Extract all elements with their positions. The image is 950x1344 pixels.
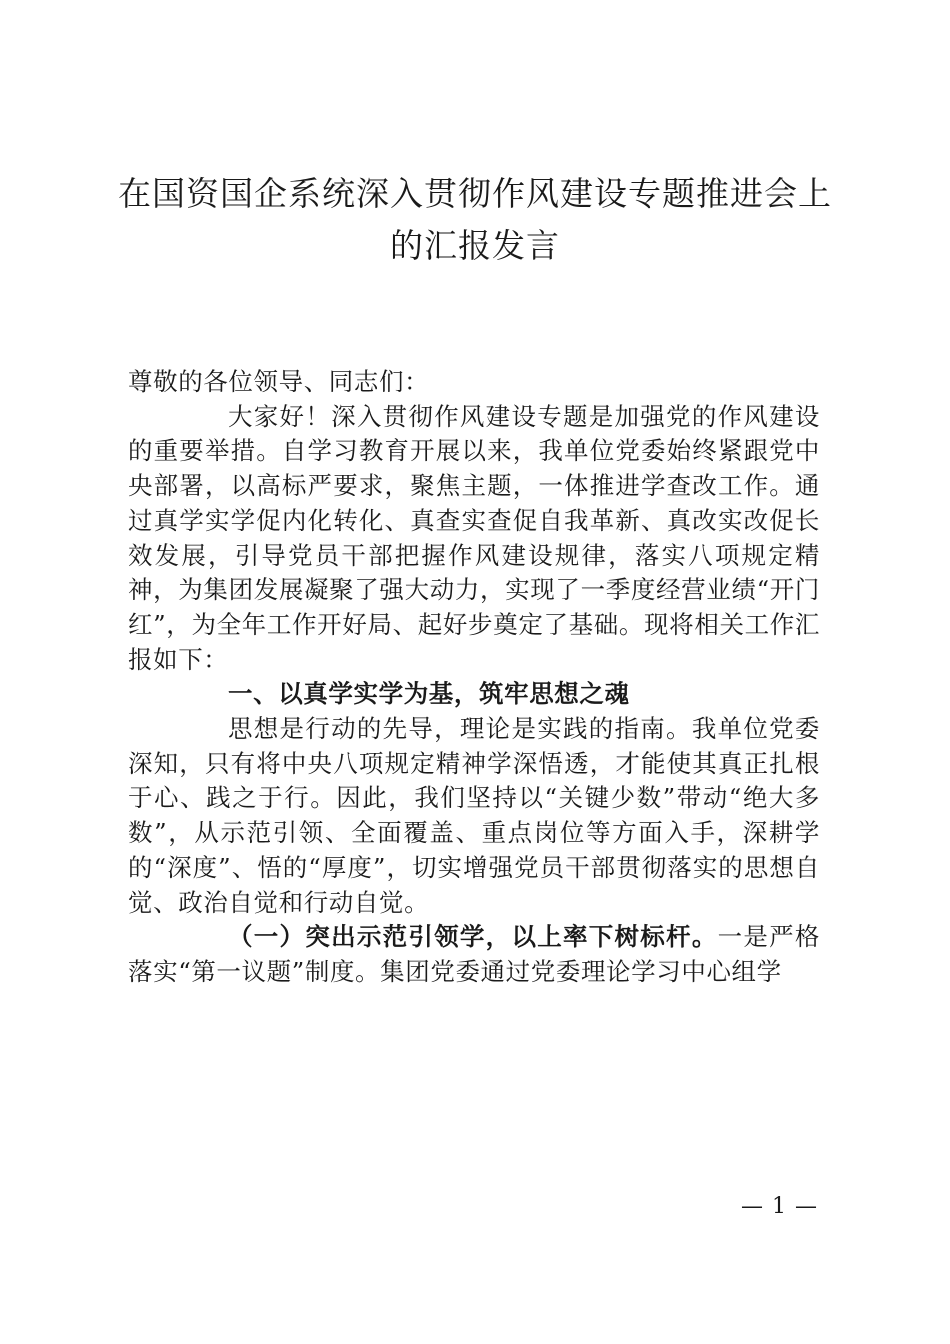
page-number: — 1 — xyxy=(741,1194,818,1219)
salutation: 尊敬的各位领导、同志们： xyxy=(128,367,430,396)
subsection-heading-1: （一）突出示范引领学，以上率下树标杆。 xyxy=(228,922,718,952)
document-title: 在国资国企系统深入贯彻作风建设专题推进会上的汇报发言 xyxy=(118,174,832,265)
subsection-1-text: 一是严格落实“第一议题”制度。集团党委通过党委理论学习中心组学 xyxy=(128,922,820,986)
section-heading-1: 一、以真学实学为基，筑牢思想之魂 xyxy=(228,679,630,709)
intro-paragraph: 大家好！深入贯彻作风建设专题是加强党的作风建设的重要举措。自学习教育开展以来，我单位党委始终紧跟党中央部署，以高标严要求，聚焦主题，一体推进学查改工作。通过真学实学促内化转化、真查实查促自我革新、真改实改促长效发展，引导党员干部把握作风建设规律，落实八项规定精神，为集团发展凝聚了强大动力，实现了一季度经营业绩“开门红”，为全年工作开好局、起好步奠定了基础。现将相关工作汇报如下： xyxy=(128,401,820,674)
section-1-paragraph: 思想是行动的先导，理论是实践的指南。我单位党委深知，只有将中央八项规定精神学深悟透，才能使其真正扎根于心、践之于行。因此，我们坚持以“关键少数”带动“绝大多数”，从示范引领、全面覆盖、重点岗位等方面入手，深耕学的“深度”、悟的“厚度”，切实增强党员干部贯彻落实的思想自觉、政治自觉和行动自觉。 xyxy=(128,714,820,917)
subsection-1-paragraph xyxy=(128,920,820,989)
document-body xyxy=(128,365,820,990)
